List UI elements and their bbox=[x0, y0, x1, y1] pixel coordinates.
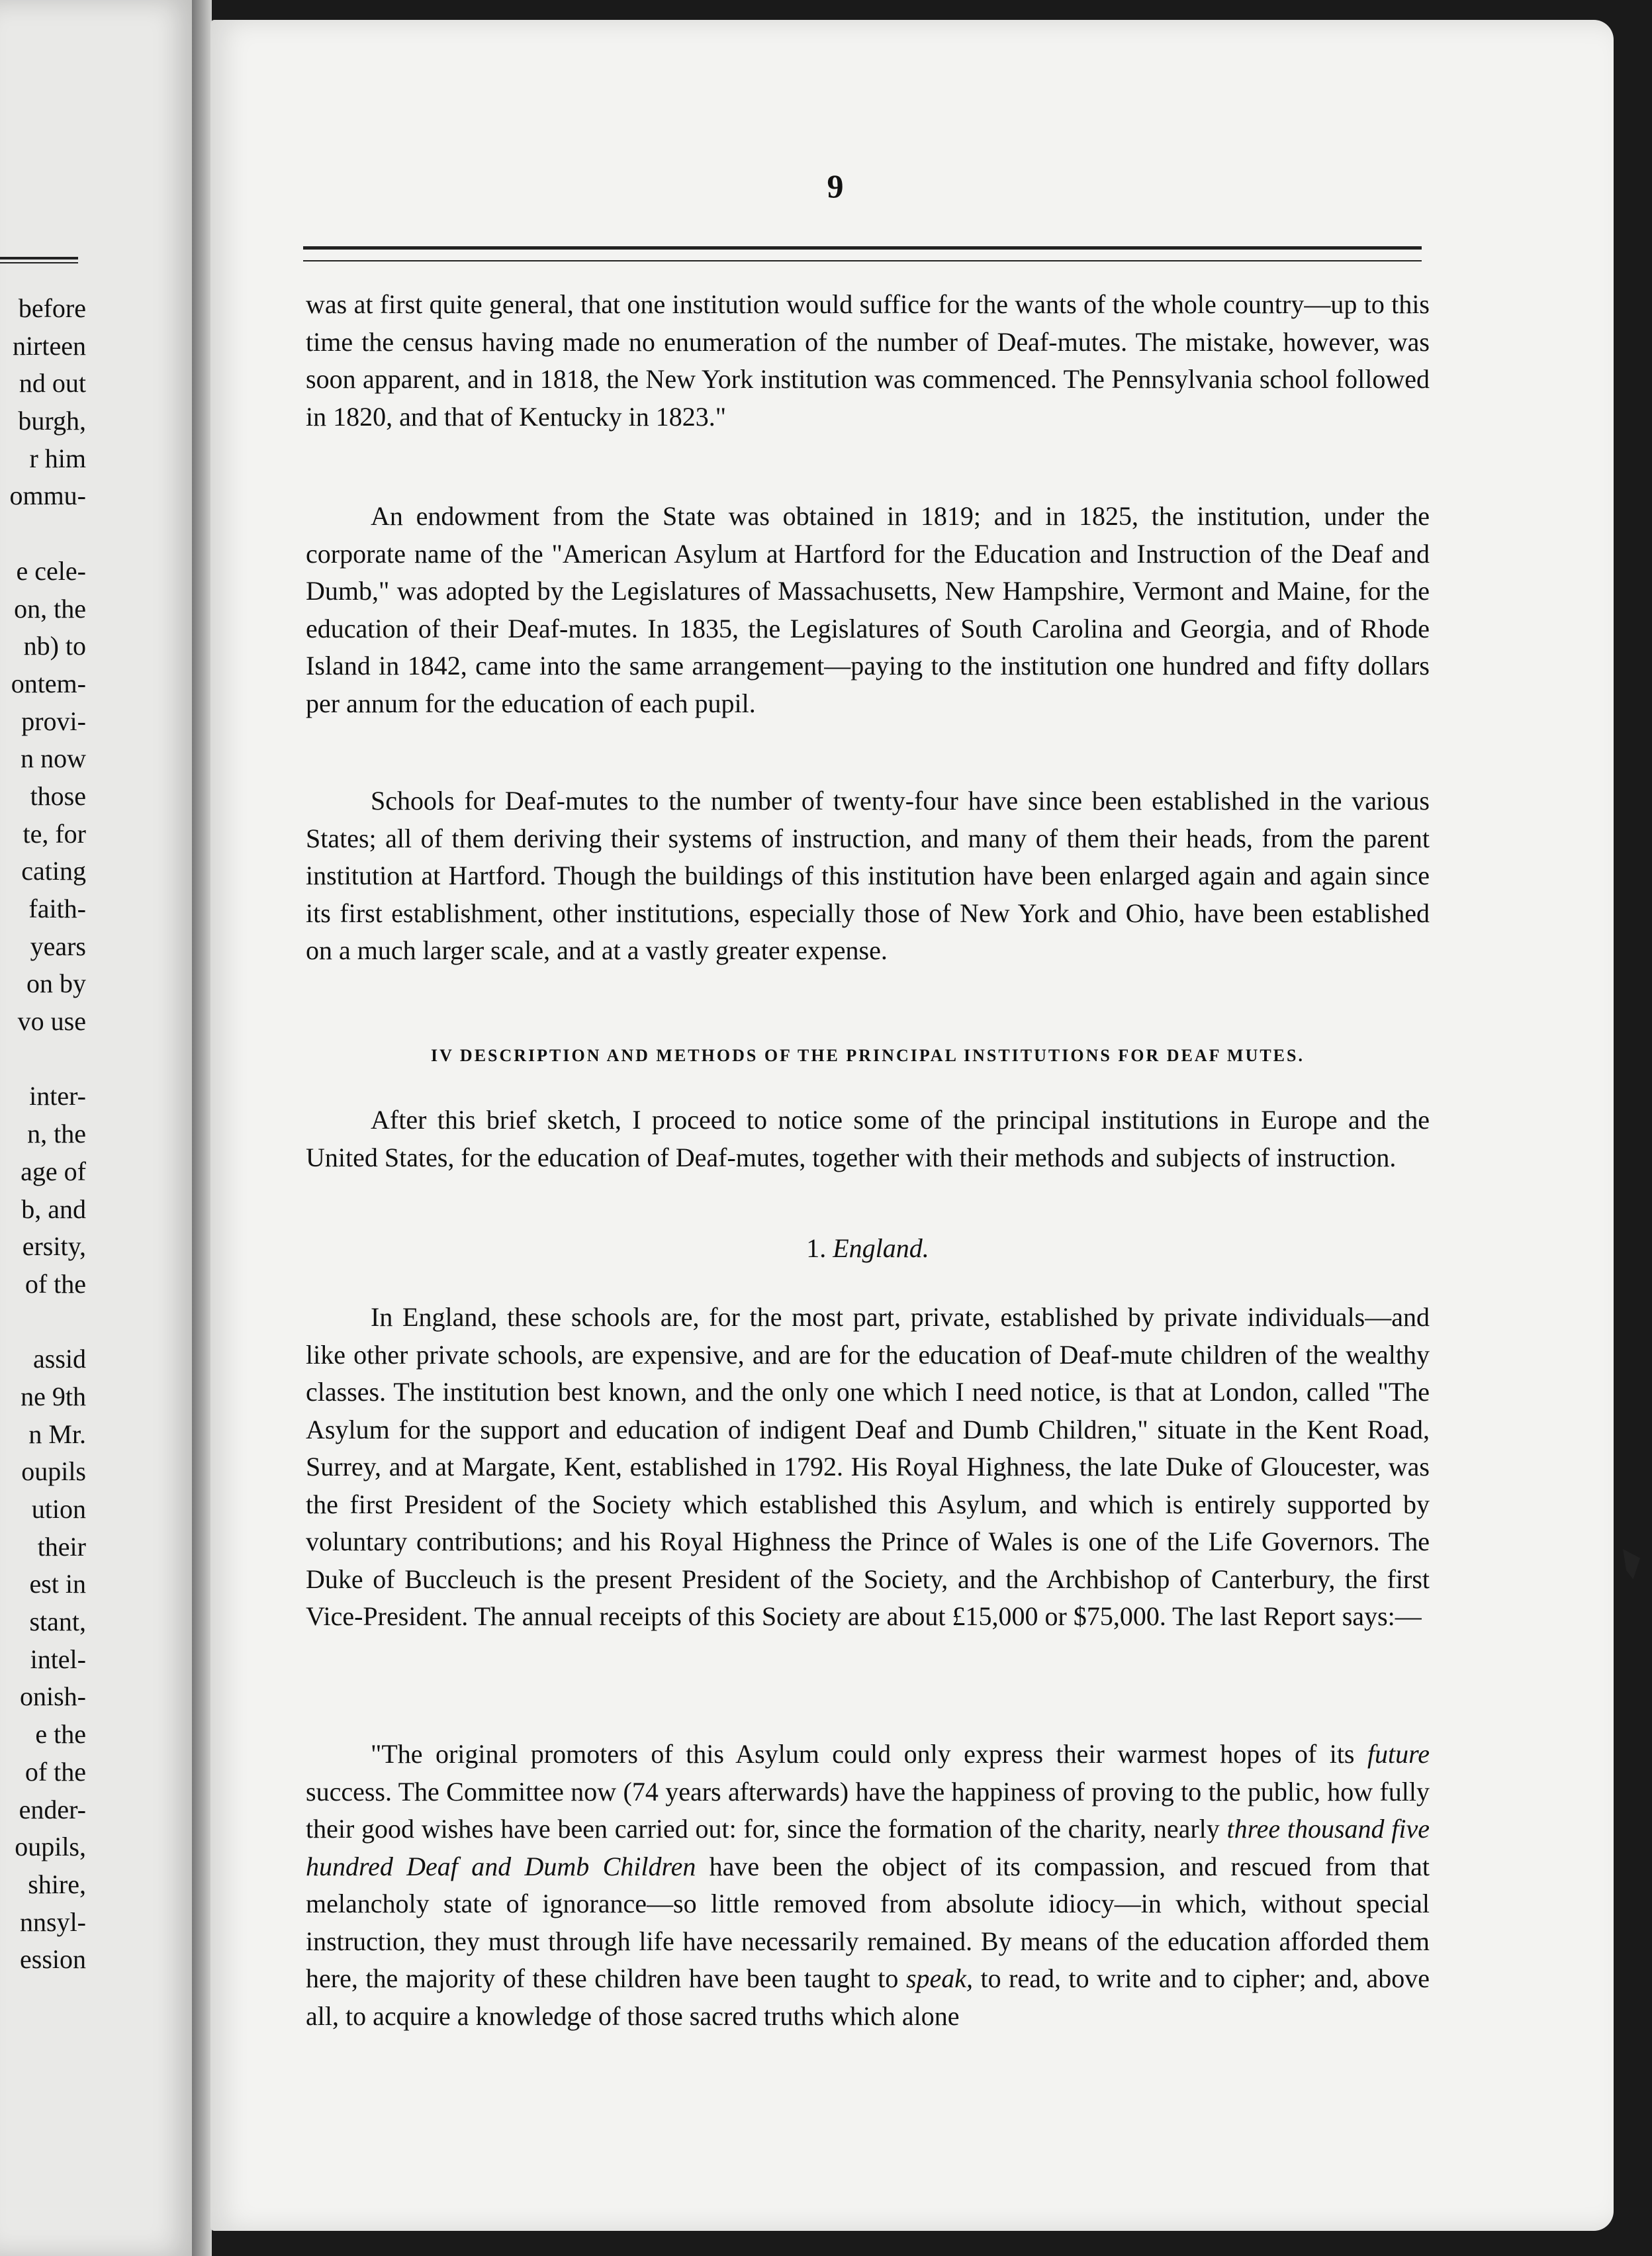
quote-part-3: have been the object of its compassion, and rescued from that melancholy state of ignorance—so little removed from absolute idiocy—in which, without special instruction, they must through life have necessarily remained. By means of the education afforded them here, the majority of these children have been taught to bbox=[306, 1851, 1430, 1993]
previous-page-line: n Mr. bbox=[28, 1419, 86, 1449]
previous-page-text bbox=[0, 290, 86, 1979]
previous-page-line: burgh, bbox=[18, 406, 86, 436]
quote-part-4: to read, to write and to cipher; and, above all, to acquire a knowledge of those sacred truths which alone bbox=[306, 1963, 1430, 2031]
previous-page-line: age of bbox=[21, 1156, 86, 1186]
paragraph-section-intro: After this brief sketch, I proceed to notice some of the principal institutions in Europe and the United States, for the education of Deaf-mutes, together with their methods and subjects of instruction. bbox=[306, 1105, 1430, 1172]
previous-page-line: cating bbox=[21, 856, 86, 886]
previous-page-line: provi- bbox=[21, 706, 86, 736]
previous-page-rule bbox=[0, 257, 78, 263]
paragraph-england: In England, these schools are, for the most part, private, established by private individuals—and like other private schools, are expensive, and are for the education of Deaf-mute children of the wealthy classes. The institution best known, and the only one which I need notice, is that at London, called "The Asylum for the support and education of indigent Deaf and Dumb Children," situate in the Kent Road, Surrey, and at Margate, Kent, established in 1792. His Royal Highness, the late Duke of Gloucester, was the first President of the Society which established this Asylum, and which is entirely supported by voluntary contributions; and his Royal Highness the Prince of Wales is one of the Life Governors. The Duke of Buccleuch is the present President of the Society, and the Archbishop of Canterbury, the first Vice-President. The annual receipts of this Society are about £15,000 or $75,000. The last Report says:— bbox=[306, 1302, 1430, 1631]
previous-page-line: shire, bbox=[28, 1869, 86, 1899]
book-gutter bbox=[192, 0, 212, 2256]
previous-page-line: assid bbox=[33, 1344, 86, 1374]
previous-page-line: stant, bbox=[29, 1607, 86, 1637]
previous-page-line bbox=[0, 1303, 86, 1341]
previous-page-line: r him bbox=[29, 443, 86, 473]
previous-page-line: on by bbox=[26, 968, 86, 999]
previous-page-line: e cele- bbox=[16, 555, 86, 586]
subheading-number: 1. bbox=[806, 1233, 827, 1263]
previous-page-line: ontem- bbox=[11, 668, 86, 698]
section-heading: IV DESCRIPTION AND METHODS OF THE PRINCIPAL INSTITUTIONS FOR DEAF MUTES. bbox=[431, 1046, 1305, 1065]
previous-page-line: ne 9th bbox=[21, 1381, 86, 1411]
previous-page-line: vo use bbox=[17, 1006, 86, 1037]
previous-page-line: nirteen bbox=[12, 330, 86, 361]
previous-page-line: those bbox=[30, 780, 86, 811]
paragraph-continuation: was at first quite general, that one institution would suffice for the wants of the whole country—up to this time the census having made no enumeration of the number of Deaf-mutes. The mistake, however, was soon apparent, and in 1818, the New York institution was commenced. The Pennsylvania school followed in 1820, and that of Kentucky in 1823." bbox=[306, 289, 1430, 432]
previous-page-line: b, and bbox=[21, 1194, 86, 1224]
previous-page-line: ender- bbox=[19, 1794, 86, 1824]
previous-page-line: ession bbox=[20, 1944, 86, 1975]
previous-page-line: est in bbox=[29, 1569, 86, 1599]
previous-page-line: before bbox=[18, 293, 86, 323]
previous-page-line: ution bbox=[31, 1494, 86, 1524]
page-edge-mark bbox=[1623, 1549, 1640, 1579]
previous-page-line bbox=[0, 515, 86, 553]
previous-page-line: nd out bbox=[19, 368, 86, 399]
previous-page-line: oupils, bbox=[15, 1832, 86, 1862]
quote-speak: speak, bbox=[905, 1963, 974, 1993]
previous-page-line: on, the bbox=[14, 593, 86, 624]
header-rule bbox=[303, 246, 1422, 261]
previous-page-line bbox=[0, 1041, 86, 1078]
previous-page-line: n now bbox=[21, 743, 86, 774]
quote-report bbox=[306, 1736, 1430, 2035]
page-number: 9 bbox=[827, 167, 844, 205]
previous-page-line: oupils bbox=[21, 1456, 86, 1487]
previous-page-line: e the bbox=[35, 1719, 86, 1750]
previous-page-line: nnsyl- bbox=[20, 1906, 86, 1937]
previous-page-line: their bbox=[37, 1531, 86, 1562]
previous-page-line: of the bbox=[24, 1268, 86, 1299]
subheading-title: England. bbox=[833, 1233, 929, 1263]
previous-page bbox=[0, 0, 199, 2256]
previous-page-line: inter- bbox=[29, 1081, 86, 1111]
quote-part-1: "The original promoters of this Asylum could only express their warmest hopes of its bbox=[371, 1739, 1367, 1769]
subheading-england bbox=[306, 1233, 1430, 1264]
paragraph-schools: Schools for Deaf-mutes to the number of twenty-four have since been established in the various States; all of them deriving their systems of instruction, and many of them their heads, from the parent institution at Hartford. Though the buildings of this institution have been enlarged again and again since its first establishment, other institutions, especially those of New York and Ohio, have been established on a much larger scale, and at a vastly greater expense. bbox=[306, 786, 1430, 965]
previous-page-line: ersity, bbox=[22, 1231, 86, 1262]
paragraph-endowment: An endowment from the State was obtained in 1819; and in 1825, the institution, under the corporate name of the "American Asylum at Hartford for the Education and Instruction of the Deaf and Dumb," was adopted by the Legislatures of Massachusetts, New Hampshire, Vermont and Maine, for the education of their Deaf-mutes. In 1835, the Legislatures of South Carolina and Georgia, and of Rhode Island in 1842, came into the same arrangement—paying to the institution one hundred and fifty dollars per annum for the education of each pupil. bbox=[306, 501, 1430, 718]
previous-page-line: ommu- bbox=[9, 481, 86, 511]
previous-page-line: nb) to bbox=[23, 631, 86, 661]
previous-page-line: onish- bbox=[20, 1681, 86, 1712]
quote-three-thousand: three thousand five hundred Deaf and Dumb Children bbox=[306, 1814, 1430, 1881]
previous-page-line: te, for bbox=[23, 818, 86, 849]
previous-page-line: faith- bbox=[28, 894, 86, 923]
quote-part-2: success. The Committee now (74 years afterwards) have the happiness of proving to the public, how fully their good wishes have been carried out: for, since the formation of the charity, nearly bbox=[306, 1776, 1430, 1844]
previous-page-line: years bbox=[30, 931, 86, 961]
previous-page-line: intel- bbox=[30, 1644, 86, 1674]
previous-page-line: of the bbox=[24, 1756, 86, 1787]
previous-page-line: n, the bbox=[27, 1119, 86, 1149]
quote-future: future bbox=[1367, 1739, 1430, 1769]
